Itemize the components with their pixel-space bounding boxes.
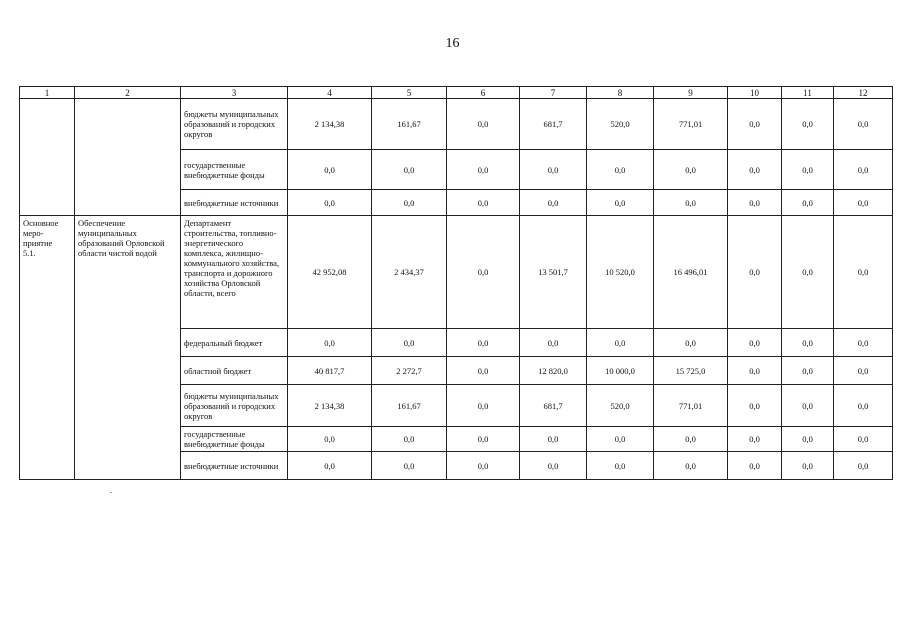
- value-cell: 0,0: [834, 357, 893, 385]
- value-cell: 0,0: [372, 427, 447, 452]
- value-cell: 0,0: [587, 452, 654, 480]
- value-cell: 0,0: [520, 452, 587, 480]
- value-cell: 0,0: [654, 150, 728, 190]
- value-cell: 0,0: [447, 216, 520, 329]
- value-cell: 0,0: [654, 190, 728, 216]
- empty-cell: [20, 99, 75, 216]
- value-cell: 2 434,37: [372, 216, 447, 329]
- value-cell: 12 820,0: [520, 357, 587, 385]
- funding-source: областной бюджет: [181, 357, 288, 385]
- value-cell: 13 501,7: [520, 216, 587, 329]
- funding-source: внебюджетные источники: [181, 452, 288, 480]
- value-cell: 0,0: [288, 427, 372, 452]
- value-cell: 0,0: [782, 452, 834, 480]
- page-number: 16: [445, 36, 460, 51]
- value-cell: 0,0: [782, 99, 834, 150]
- value-cell: 0,0: [782, 385, 834, 427]
- column-header: 9: [654, 87, 728, 99]
- funding-source: государственные внебюджетные фонды: [181, 427, 288, 452]
- value-cell: 0,0: [288, 329, 372, 357]
- column-header: 6: [447, 87, 520, 99]
- value-cell: 0,0: [520, 329, 587, 357]
- value-cell: 771,01: [654, 99, 728, 150]
- value-cell: 0,0: [654, 329, 728, 357]
- value-cell: 0,0: [447, 427, 520, 452]
- value-cell: 681,7: [520, 99, 587, 150]
- value-cell: 0,0: [782, 427, 834, 452]
- value-cell: 0,0: [834, 150, 893, 190]
- value-cell: 0,0: [728, 99, 782, 150]
- value-cell: 15 725,0: [654, 357, 728, 385]
- funding-source: бюджеты муниципальных образований и городских округов: [181, 99, 288, 150]
- value-cell: 0,0: [728, 150, 782, 190]
- value-cell: 0,0: [447, 357, 520, 385]
- value-cell: 0,0: [587, 150, 654, 190]
- value-cell: 0,0: [447, 452, 520, 480]
- value-cell: 0,0: [288, 190, 372, 216]
- value-cell: 0,0: [728, 329, 782, 357]
- value-cell: 681,7: [520, 385, 587, 427]
- value-cell: 2 272,7: [372, 357, 447, 385]
- value-cell: 0,0: [520, 150, 587, 190]
- column-header: 8: [587, 87, 654, 99]
- value-cell: 2 134,38: [288, 385, 372, 427]
- value-cell: 0,0: [728, 357, 782, 385]
- value-cell: 161,67: [372, 385, 447, 427]
- empty-cell: [75, 99, 181, 216]
- value-cell: 42 952,08: [288, 216, 372, 329]
- value-cell: 0,0: [728, 385, 782, 427]
- value-cell: 0,0: [782, 150, 834, 190]
- value-cell: 0,0: [520, 190, 587, 216]
- value-cell: 10 000,0: [587, 357, 654, 385]
- table-header-row: [20, 87, 893, 99]
- table-row: [20, 216, 893, 329]
- value-cell: 0,0: [728, 427, 782, 452]
- value-cell: 0,0: [372, 329, 447, 357]
- value-cell: 0,0: [834, 99, 893, 150]
- value-cell: 0,0: [834, 385, 893, 427]
- value-cell: 2 134,38: [288, 99, 372, 150]
- column-header: 11: [782, 87, 834, 99]
- value-cell: 0,0: [372, 190, 447, 216]
- value-cell: 0,0: [372, 150, 447, 190]
- value-cell: 520,0: [587, 385, 654, 427]
- column-header: 2: [75, 87, 181, 99]
- table-row: [20, 99, 893, 150]
- footer-mark: .: [110, 486, 112, 495]
- value-cell: 0,0: [587, 427, 654, 452]
- activity-code: Основное меро- приятие 5.1.: [20, 216, 75, 480]
- column-header: 7: [520, 87, 587, 99]
- value-cell: 0,0: [520, 427, 587, 452]
- value-cell: 520,0: [587, 99, 654, 150]
- column-header: 10: [728, 87, 782, 99]
- value-cell: 0,0: [782, 329, 834, 357]
- column-header: 3: [181, 87, 288, 99]
- value-cell: 0,0: [447, 385, 520, 427]
- value-cell: 0,0: [782, 216, 834, 329]
- value-cell: 0,0: [728, 452, 782, 480]
- activity-name: Обеспечение муниципальных образований Орловской области чистой водой: [75, 216, 181, 480]
- value-cell: 0,0: [834, 329, 893, 357]
- value-cell: 0,0: [834, 216, 893, 329]
- value-cell: 0,0: [782, 190, 834, 216]
- value-cell: 0,0: [834, 190, 893, 216]
- column-header: 4: [288, 87, 372, 99]
- value-cell: 0,0: [372, 452, 447, 480]
- value-cell: 0,0: [728, 190, 782, 216]
- value-cell: 0,0: [447, 99, 520, 150]
- funding-source: федеральный бюджет: [181, 329, 288, 357]
- column-header: 5: [372, 87, 447, 99]
- funding-source: внебюджетные источники: [181, 190, 288, 216]
- value-cell: 0,0: [834, 427, 893, 452]
- funding-source: Департамент строительства, топливно-энергетического комплекса, жилищно-коммунального хозяйства, транспорта и дорожного хозяйства Орловской области, всего: [181, 216, 288, 329]
- funding-source: государственные внебюджетные фонды: [181, 150, 288, 190]
- column-header: 12: [834, 87, 893, 99]
- value-cell: 0,0: [288, 150, 372, 190]
- value-cell: 0,0: [728, 216, 782, 329]
- value-cell: 0,0: [447, 150, 520, 190]
- value-cell: 0,0: [587, 329, 654, 357]
- value-cell: 0,0: [447, 329, 520, 357]
- value-cell: 16 496,01: [654, 216, 728, 329]
- value-cell: 0,0: [654, 427, 728, 452]
- value-cell: 0,0: [587, 190, 654, 216]
- value-cell: 0,0: [288, 452, 372, 480]
- budget-table: [19, 86, 893, 480]
- value-cell: 0,0: [447, 190, 520, 216]
- value-cell: 0,0: [782, 357, 834, 385]
- funding-source: бюджеты муниципальных образований и городских округов: [181, 385, 288, 427]
- column-header: 1: [20, 87, 75, 99]
- value-cell: 0,0: [654, 452, 728, 480]
- value-cell: 161,67: [372, 99, 447, 150]
- value-cell: 0,0: [834, 452, 893, 480]
- value-cell: 40 817,7: [288, 357, 372, 385]
- value-cell: 10 520,0: [587, 216, 654, 329]
- value-cell: 771,01: [654, 385, 728, 427]
